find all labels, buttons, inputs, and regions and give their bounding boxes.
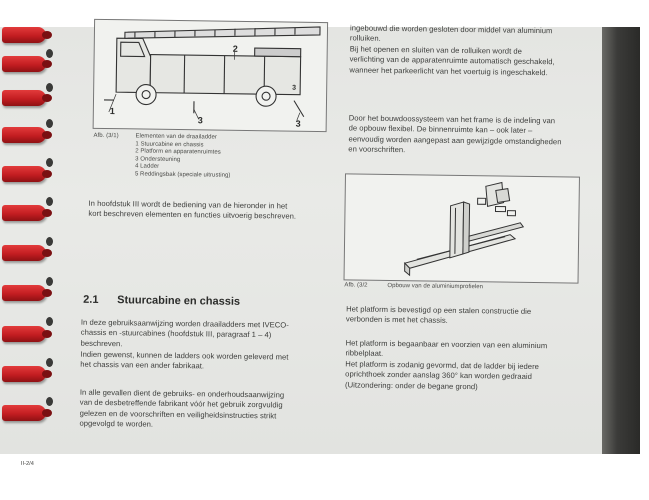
binding-ring: [2, 405, 46, 421]
binding-hole: [46, 119, 53, 128]
text-line: Het platform is bevestigd op een stalen constructie die: [346, 304, 531, 317]
figure-1-title: Elementen van de draailadder: [135, 133, 231, 142]
legend-item: 3 Ondersteuning: [135, 156, 231, 165]
text-line: kort beschreven elementen en functies uitvoerig beschreven.: [88, 209, 296, 222]
text-line: wanneer het parkeerlicht van het voertuig is ingeschakeld.: [349, 65, 554, 78]
text-line: Indien gewenst, kunnen de ladders ook worden geleverd met: [80, 350, 288, 363]
figure-truck-diagram: [93, 19, 329, 132]
figure-1-number: Afb. (3/1): [93, 133, 118, 139]
binding-hole: [46, 83, 53, 92]
binding-ring: [2, 205, 46, 221]
binding-hole: [46, 358, 53, 367]
section-paragraph-2: [80, 350, 288, 374]
binding-hole: [46, 237, 53, 246]
truck-drawing: [94, 20, 327, 131]
text-line: de opbouw flexibel. De binnenruimte kan – ook later –: [349, 124, 562, 137]
figure-1-legend: [135, 133, 231, 180]
figure-profiles-diagram: [344, 173, 580, 283]
text-line: verlichting van de apparatenruimte automatisch geschakeld,: [350, 55, 555, 68]
figure-label-1: 1: [110, 106, 115, 116]
text-line: In hoofdstuk III wordt de bediening van de hieronder in het: [88, 199, 296, 212]
figure-2-title-wrap: [387, 283, 483, 292]
text-line: van de desbetreffende fabrikant vóór het gebruik zorgvuldig: [80, 398, 284, 411]
text-line: chassis en -stuurcabines (hoofdstuk III, paragraaf 1 – 4): [81, 328, 289, 341]
binding-hole: [46, 397, 53, 406]
legend-item: 5 Reddingsbak (speciale uitrusting): [135, 171, 231, 180]
background-edge: [602, 27, 640, 454]
legend-item: 1 Stuurcabine en chassis: [135, 141, 231, 150]
section-number: 2.1: [83, 294, 98, 306]
text-line: Bij het openen en sluiten van de rolluiken wordt de: [350, 44, 555, 57]
binding-ring: [2, 245, 46, 261]
binding-ring: [2, 166, 46, 182]
profiles-drawing: [345, 174, 579, 282]
binding-hole: [46, 158, 53, 167]
legend-item: 2 Platform en apparatenruimtes: [135, 149, 231, 158]
figure-2-caption: [344, 282, 367, 290]
text-line: Het platform is begaanbaar en voorzien van een aluminium: [346, 338, 548, 351]
spiral-binding: [0, 27, 62, 454]
binding-ring: [2, 90, 46, 106]
text-line: (Uitzondering: onder de begane grond): [345, 380, 547, 393]
text-line: rolluiken.: [350, 34, 555, 47]
right-paragraph-3: [346, 304, 531, 327]
text-line: oprichthoek zonder aanslag 360° kan worden gedraaid: [345, 370, 547, 383]
right-paragraph-1: [349, 23, 555, 78]
text-line: eenvoudig worden aangepast aan gewijzigde omstandigheden: [348, 134, 561, 147]
section-paragraph-3: [79, 388, 284, 432]
text-line: Door het bouwdoossysteem van het frame is de indeling van: [349, 113, 562, 126]
binding-hole: [46, 277, 53, 286]
figure-label-2: 2: [233, 44, 238, 54]
figure-2-title: Opbouw van de aluminiumprofielen: [387, 283, 483, 290]
binding-ring: [2, 56, 46, 72]
section-paragraph-1: [81, 318, 289, 352]
binding-ring: [2, 285, 46, 301]
text-line: verbonden is met het chassis.: [346, 315, 531, 328]
binding-ring: [2, 127, 46, 143]
figure-label-3a: 3: [198, 115, 203, 125]
text-line: gelezen en de voorschriften en veiligheidsinstructies strikt: [80, 408, 284, 421]
text-line: opgevolgd te worden.: [79, 419, 283, 432]
figure-label-3b: 3: [296, 119, 301, 129]
text-line: het chassis van een ander fabrikaat.: [80, 360, 288, 373]
text-line: ingebouwd die worden gesloten door middel van aluminium: [350, 23, 555, 36]
binding-hole: [46, 197, 53, 206]
binding-ring: [2, 366, 46, 382]
text-line: beschreven.: [81, 338, 289, 351]
text-line: ribbelplaat.: [345, 349, 547, 362]
text-line: In alle gevallen dient de gebruiks- en onderhoudsaanwijzing: [80, 388, 284, 401]
right-paragraph-2: [348, 113, 562, 158]
binding-ring: [2, 27, 46, 43]
figure-1-caption: [93, 133, 118, 141]
intro-paragraph: [88, 199, 296, 223]
right-paragraph-4: [345, 338, 547, 393]
legend-item: 4 Ladder: [135, 164, 231, 173]
manual-page: [0, 27, 640, 454]
text-line: In deze gebruiksaanwijzing worden draailadders met IVECO-: [81, 318, 289, 331]
binding-ring: [2, 326, 46, 342]
page-number: II-2/4: [21, 461, 34, 468]
figure-2-number: Afb. (3/2: [344, 282, 367, 288]
binding-hole: [46, 49, 53, 58]
figure-label-3c: 3: [292, 85, 296, 92]
text-line: en voorschriften.: [348, 145, 561, 158]
section-title: Stuurcabine en chassis: [117, 294, 240, 308]
text-line: Het platform is zodanig gevormd, dat de ladder bij iedere: [345, 359, 547, 372]
binding-hole: [46, 317, 53, 326]
